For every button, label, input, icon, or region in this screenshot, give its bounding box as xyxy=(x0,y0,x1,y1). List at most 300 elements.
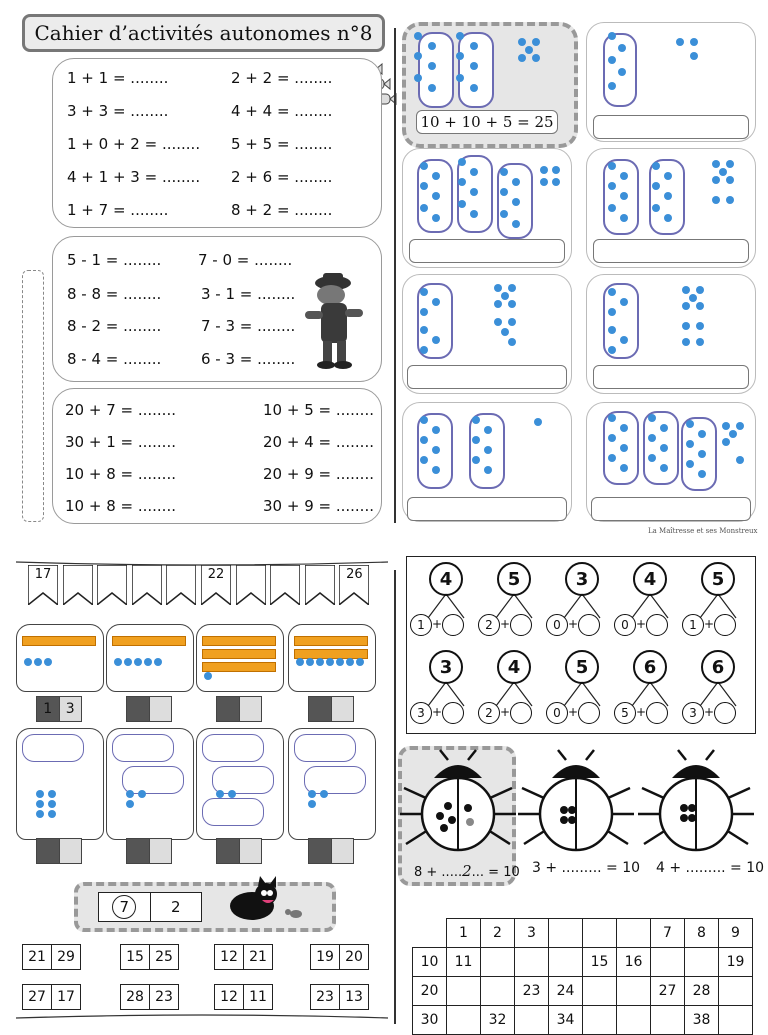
number-pair[interactable] xyxy=(310,944,369,970)
dot-icon xyxy=(484,446,492,454)
tens-cell xyxy=(217,697,239,721)
dot-icon xyxy=(532,38,540,46)
plus-sign: + xyxy=(704,705,715,719)
total-circle: 5 xyxy=(701,562,735,596)
dot-icon xyxy=(729,430,737,438)
units-cell xyxy=(149,697,172,721)
dot-icon xyxy=(660,464,668,472)
unit-dot-icon xyxy=(24,658,32,666)
example-answer: 10 + 10 + 5 = 25 xyxy=(416,110,558,134)
number-cell: 17 xyxy=(51,985,80,1009)
compare-example xyxy=(74,882,336,932)
dot-icon xyxy=(518,38,526,46)
unit-dot-icon xyxy=(346,658,354,666)
tens-cell xyxy=(127,839,149,863)
dot-icon xyxy=(664,172,672,180)
ten-bar-icon xyxy=(112,636,186,646)
dot-icon xyxy=(508,284,516,292)
dot-icon xyxy=(726,160,734,168)
grid-cell[interactable] xyxy=(719,977,753,1006)
grid-cell: 30 xyxy=(413,1006,447,1035)
grid-cell[interactable] xyxy=(515,1006,549,1035)
grid-cell[interactable] xyxy=(617,1006,651,1035)
answer-field[interactable] xyxy=(591,497,751,521)
dot-icon xyxy=(456,32,464,40)
equation: 6 - 3 = ........ xyxy=(201,350,296,368)
banner-flag xyxy=(63,565,93,605)
number-cell: 19 xyxy=(316,949,334,965)
dot-icon xyxy=(470,168,478,176)
answer-box[interactable] xyxy=(126,838,172,864)
dot-icon xyxy=(501,292,509,300)
number-pair[interactable] xyxy=(22,944,81,970)
unit-dot-icon xyxy=(308,800,316,808)
dot-icon xyxy=(420,416,428,424)
grid-cell: 1 xyxy=(447,919,481,948)
dot-icon xyxy=(518,54,526,62)
dot-icon xyxy=(698,470,706,478)
number-cell: 13 xyxy=(339,985,368,1009)
dot-icon xyxy=(618,44,626,52)
answer-circle[interactable] xyxy=(510,614,532,636)
side-strip xyxy=(22,270,44,522)
dot-icon xyxy=(620,336,628,344)
dot-icon xyxy=(608,56,616,64)
unit-dot-icon xyxy=(114,658,122,666)
dot-icon xyxy=(698,430,706,438)
ten-group-icon xyxy=(202,798,264,826)
answer-circle[interactable] xyxy=(442,614,464,636)
additions-panel-1 xyxy=(52,58,382,228)
grid-cell[interactable] xyxy=(549,948,583,977)
unit-dot-icon xyxy=(316,658,324,666)
answer-circle[interactable] xyxy=(714,702,736,724)
grid-cell: 20 xyxy=(413,977,447,1006)
plus-sign: + xyxy=(636,705,647,719)
dot-icon xyxy=(420,204,428,212)
grid-cell: 38 xyxy=(685,1006,719,1035)
total-circle: 3 xyxy=(429,650,463,684)
plus-sign: + xyxy=(704,617,715,631)
credit-text: La Maîtresse et ses Monstreux xyxy=(648,527,758,535)
dot-icon xyxy=(432,426,440,434)
grid-cell[interactable] xyxy=(447,1006,481,1035)
ten-bar-icon xyxy=(202,662,276,672)
dot-icon xyxy=(432,466,440,474)
number-pair[interactable] xyxy=(310,984,369,1010)
grid-cell[interactable] xyxy=(583,1006,617,1035)
dot-icon xyxy=(690,38,698,46)
plus-sign: + xyxy=(432,705,443,719)
dot-icon xyxy=(620,172,628,180)
equation: 8 - 4 = ........ xyxy=(67,350,162,368)
grid-row xyxy=(413,1006,753,1035)
dot-icon xyxy=(682,286,690,294)
dot-icon xyxy=(736,422,744,430)
tens-cell xyxy=(217,839,239,863)
number-cell: 12 xyxy=(220,989,238,1005)
answer-circle[interactable] xyxy=(442,702,464,724)
grid-cell: 7 xyxy=(651,919,685,948)
equation: 1 + 1 = ........ xyxy=(67,69,169,87)
dot-icon xyxy=(608,162,616,170)
dot-icon xyxy=(608,82,616,90)
part-circle: 5 xyxy=(614,702,636,724)
dot-icon xyxy=(722,438,730,446)
answer-circle[interactable] xyxy=(510,702,532,724)
dot-icon xyxy=(712,160,720,168)
unit-dot-icon xyxy=(48,800,56,808)
dot-icon xyxy=(420,162,428,170)
banner-flag xyxy=(166,565,196,605)
dot-icon xyxy=(608,308,616,316)
grid-cell: 34 xyxy=(549,1006,583,1035)
dot-icon xyxy=(552,178,560,186)
equation: 7 - 0 = ........ xyxy=(198,251,293,269)
answer-box[interactable] xyxy=(308,838,354,864)
dot-icon xyxy=(428,62,436,70)
tens-cell: 1 xyxy=(37,697,59,721)
dot-icon xyxy=(719,168,727,176)
unit-dot-icon xyxy=(320,790,328,798)
dot-icon xyxy=(620,424,628,432)
dot-icon xyxy=(712,196,720,204)
unit-dot-icon xyxy=(126,790,134,798)
equation: 8 - 8 = ........ xyxy=(67,285,162,303)
part-circle: 0 xyxy=(546,702,568,724)
part-circle: 0 xyxy=(546,614,568,636)
dot-icon xyxy=(432,192,440,200)
number-cell: 11 xyxy=(243,985,272,1009)
dot-icon xyxy=(620,444,628,452)
dot-icon xyxy=(414,74,422,82)
equation: 30 + 9 = ........ xyxy=(263,497,374,515)
unit-dot-icon xyxy=(308,790,316,798)
dot-icon xyxy=(472,416,480,424)
total-circle: 5 xyxy=(565,650,599,684)
grid-cell[interactable] xyxy=(515,948,549,977)
equation: 20 + 9 = ........ xyxy=(263,465,374,483)
unit-dot-icon xyxy=(134,658,142,666)
dot-icon xyxy=(470,62,478,70)
unit-dot-icon xyxy=(138,790,146,798)
grid-cell[interactable] xyxy=(549,919,583,948)
dot-icon xyxy=(660,424,668,432)
dot-icon xyxy=(608,288,616,296)
dot-icon xyxy=(525,46,533,54)
dot-icon xyxy=(470,188,478,196)
grid-cell: 2 xyxy=(481,919,515,948)
grid-cell: 10 xyxy=(413,948,447,977)
grid-cell[interactable] xyxy=(481,948,515,977)
grid-cell[interactable] xyxy=(685,948,719,977)
ladybug-icon xyxy=(514,748,638,852)
dot-icon xyxy=(682,322,690,330)
dot-icon xyxy=(512,198,520,206)
dot-icon xyxy=(686,460,694,468)
dot-icon xyxy=(494,318,502,326)
unit-dot-icon xyxy=(204,672,212,680)
dot-icon xyxy=(456,74,464,82)
grid-cell[interactable] xyxy=(583,919,617,948)
unit-dot-icon xyxy=(36,790,44,798)
dot-icon xyxy=(690,52,698,60)
grid-cell[interactable] xyxy=(481,977,515,1006)
dot-icon xyxy=(726,196,734,204)
units-cell xyxy=(149,839,172,863)
total-circle: 4 xyxy=(497,650,531,684)
plus-sign: + xyxy=(636,617,647,631)
units-cell xyxy=(59,839,82,863)
ten-bar-icon xyxy=(202,636,276,646)
dot-icon xyxy=(608,326,616,334)
answer-box[interactable] xyxy=(216,838,262,864)
bunting-string-bottom xyxy=(12,1010,392,1024)
grid-cell: 28 xyxy=(685,977,719,1006)
grid-cell[interactable] xyxy=(583,977,617,1006)
total-circle: 5 xyxy=(497,562,531,596)
plus-sign: + xyxy=(500,617,511,631)
number-cell: 21 xyxy=(243,945,272,969)
tens-cell xyxy=(127,697,149,721)
grid-row xyxy=(413,919,753,948)
dot-icon xyxy=(698,450,706,458)
answer-field[interactable] xyxy=(593,115,749,139)
answer-box[interactable] xyxy=(126,696,172,722)
dot-icon xyxy=(420,288,428,296)
dot-icon xyxy=(712,176,720,184)
dot-icon xyxy=(432,446,440,454)
grid-cell: 15 xyxy=(583,948,617,977)
unit-dot-icon xyxy=(36,800,44,808)
dot-icon xyxy=(500,168,508,176)
grid-cell[interactable] xyxy=(719,1006,753,1035)
grid-cell[interactable] xyxy=(617,919,651,948)
dot-icon xyxy=(620,464,628,472)
dot-icon xyxy=(648,454,656,462)
unit-dot-icon xyxy=(144,658,152,666)
unit-dot-icon xyxy=(48,790,56,798)
grid-cell: 3 xyxy=(515,919,549,948)
number-pair[interactable] xyxy=(120,984,179,1010)
dot-icon xyxy=(508,318,516,326)
dot-icon xyxy=(608,182,616,190)
unit-dot-icon xyxy=(154,658,162,666)
additions-panel-2 xyxy=(52,388,382,524)
grid-cell: 8 xyxy=(685,919,719,948)
answer-field[interactable] xyxy=(593,365,749,389)
dot-icon xyxy=(458,158,466,166)
dot-icon xyxy=(664,192,672,200)
dot-icon xyxy=(420,346,428,354)
answer-circle[interactable] xyxy=(578,614,600,636)
number-cell: 28 xyxy=(126,989,144,1005)
dot-icon xyxy=(652,162,660,170)
grid-row xyxy=(413,977,753,1006)
number-cell: 20 xyxy=(339,945,368,969)
dot-icon xyxy=(484,466,492,474)
number-cell: 25 xyxy=(149,945,178,969)
dot-icon xyxy=(428,84,436,92)
units-cell: 3 xyxy=(59,697,82,721)
banner-flag xyxy=(339,565,369,605)
equation: 10 + 8 = ........ xyxy=(65,497,176,515)
grid-cell[interactable] xyxy=(617,977,651,1006)
grid-cell[interactable] xyxy=(651,1006,685,1035)
dot-icon xyxy=(470,84,478,92)
answer-field[interactable] xyxy=(407,497,567,521)
dot-icon xyxy=(456,52,464,60)
number-pair[interactable] xyxy=(214,944,273,970)
dot-icon xyxy=(512,220,520,228)
dot-icon xyxy=(470,210,478,218)
dot-icon xyxy=(414,32,422,40)
unit-dot-icon xyxy=(326,658,334,666)
dot-icon xyxy=(660,444,668,452)
dot-icon xyxy=(689,294,697,302)
banner-number: 26 xyxy=(346,567,363,582)
dot-icon xyxy=(696,322,704,330)
total-circle: 6 xyxy=(633,650,667,684)
dot-icon xyxy=(652,204,660,212)
grid-cell: 32 xyxy=(481,1006,515,1035)
ten-group-icon xyxy=(22,734,84,762)
plus-sign: + xyxy=(432,617,443,631)
dot-icon xyxy=(620,192,628,200)
unit-dot-icon xyxy=(36,810,44,818)
dot-icon xyxy=(696,286,704,294)
equation: 2 + 6 = ........ xyxy=(231,168,333,186)
number-cell: 23 xyxy=(149,985,178,1009)
equation: 3 - 1 = ........ xyxy=(201,285,296,303)
ladybug-equation: 8 + .....2... = 10 xyxy=(414,862,520,880)
ten-group-icon xyxy=(294,734,356,762)
part-circle: 0 xyxy=(614,614,636,636)
plus-sign: + xyxy=(568,705,579,719)
dot-icon xyxy=(420,436,428,444)
dot-icon xyxy=(722,422,730,430)
answer-circle[interactable] xyxy=(714,614,736,636)
equation: 4 + 1 + 3 = ........ xyxy=(67,168,201,186)
grid-cell[interactable] xyxy=(447,977,481,1006)
dot-icon xyxy=(494,300,502,308)
units-cell xyxy=(331,839,354,863)
dot-icon xyxy=(500,188,508,196)
dot-icon xyxy=(508,300,516,308)
part-circle: 3 xyxy=(682,702,704,724)
dot-icon xyxy=(428,42,436,50)
dot-icon xyxy=(432,336,440,344)
ladybug-icon xyxy=(396,748,520,852)
dot-icon xyxy=(726,176,734,184)
number-cell: 12 xyxy=(220,949,238,965)
grid-cell[interactable] xyxy=(413,919,447,948)
number-cell: 29 xyxy=(51,945,80,969)
dot-icon xyxy=(420,308,428,316)
answer-field[interactable] xyxy=(407,365,567,389)
handwritten-answer: 2 xyxy=(462,862,472,880)
dot-icon xyxy=(432,172,440,180)
answer-box[interactable] xyxy=(216,696,262,722)
unit-dot-icon xyxy=(124,658,132,666)
dot-icon xyxy=(686,440,694,448)
ten-bar-icon xyxy=(202,649,276,659)
number-pair[interactable] xyxy=(214,984,273,1010)
grid-cell: 23 xyxy=(515,977,549,1006)
answer-field[interactable] xyxy=(593,239,749,263)
unit-dot-icon xyxy=(336,658,344,666)
equation: 1 + 0 + 2 = ........ xyxy=(67,135,201,153)
number-cell: 27 xyxy=(28,989,46,1005)
dot-icon xyxy=(540,166,548,174)
number-pair[interactable] xyxy=(22,984,81,1010)
equation: 5 + 5 = ........ xyxy=(231,135,333,153)
dot-icon xyxy=(652,182,660,190)
answer-circle[interactable] xyxy=(578,702,600,724)
dot-icon xyxy=(540,178,548,186)
dot-icon xyxy=(500,210,508,218)
part-circle: 3 xyxy=(410,702,432,724)
answer-circle[interactable] xyxy=(646,702,668,724)
answer-box[interactable] xyxy=(36,838,82,864)
unit-dot-icon xyxy=(126,800,134,808)
ladybug-equation: 3 + ......... = 10 xyxy=(532,860,641,876)
number-pair[interactable] xyxy=(120,944,179,970)
ten-bar-icon xyxy=(294,636,368,646)
ten-bar-icon xyxy=(22,636,96,646)
dot-icon xyxy=(414,52,422,60)
unit-dot-icon xyxy=(34,658,42,666)
dot-icon xyxy=(608,414,616,422)
grid-cell: 27 xyxy=(651,977,685,1006)
part-circle: 1 xyxy=(410,614,432,636)
banner-flag xyxy=(97,565,127,605)
grid-cell[interactable] xyxy=(651,948,685,977)
answer-circle[interactable] xyxy=(646,614,668,636)
subtractions-panel xyxy=(52,236,382,382)
answer-box[interactable] xyxy=(36,696,82,722)
dot-icon xyxy=(494,284,502,292)
banner-flag xyxy=(270,565,300,605)
dot-icon xyxy=(420,326,428,334)
total-circle: 6 xyxy=(701,650,735,684)
equation: 8 + 2 = ........ xyxy=(231,201,333,219)
answer-box[interactable] xyxy=(308,696,354,722)
answer-field[interactable] xyxy=(409,239,565,263)
dot-icon xyxy=(470,42,478,50)
wolf-illustration-icon xyxy=(293,271,373,371)
equation: 5 - 1 = ........ xyxy=(67,251,162,269)
unit-dot-icon xyxy=(44,658,52,666)
dot-icon xyxy=(608,434,616,442)
dot-icon xyxy=(648,414,656,422)
dot-icon xyxy=(512,178,520,186)
units-cell xyxy=(239,839,262,863)
dot-icon xyxy=(676,38,684,46)
dot-icon xyxy=(552,166,560,174)
dot-icon xyxy=(736,456,744,464)
equation-left: 8 + xyxy=(414,865,438,880)
number-cell: 15 xyxy=(126,949,144,965)
circled-number: 7 xyxy=(112,895,136,919)
part-circle: 2 xyxy=(478,614,500,636)
dot-icon xyxy=(648,434,656,442)
dot-icon xyxy=(608,346,616,354)
dot-icon xyxy=(472,436,480,444)
grid-row xyxy=(413,948,753,977)
dot-icon xyxy=(534,418,542,426)
unit-dot-icon xyxy=(356,658,364,666)
